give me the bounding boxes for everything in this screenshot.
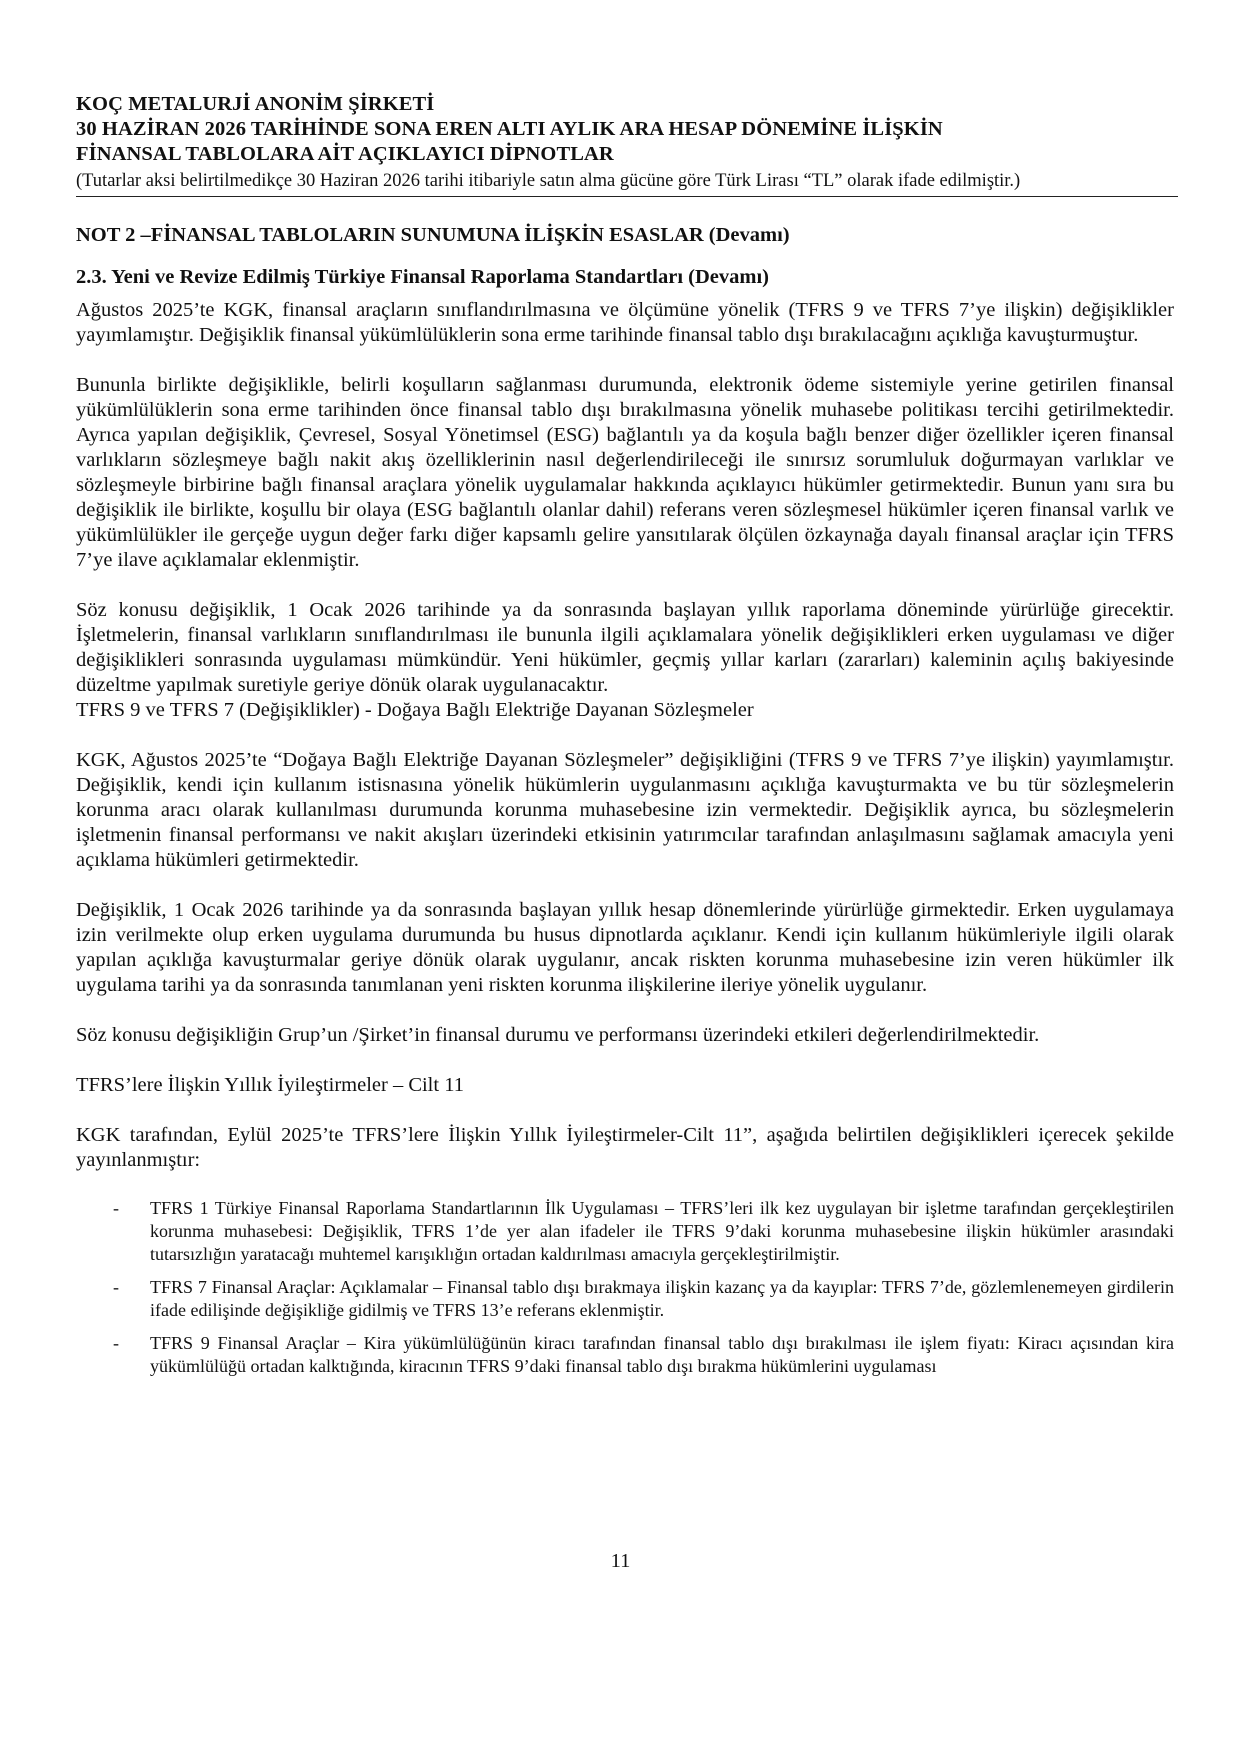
list-item-text: TFRS 9 Finansal Araçlar – Kira yükümlülüğünün kiracı tarafından finansal tablo dışı bırakılması ile işlem fiyatı: Kiracı açısından kira yükümlülüğü ortadan kalktığında, kiracının TFRS 9’daki finansal tablo dışı bırakma hükümlerini uygulaması (150, 1333, 1174, 1376)
paragraph-1: Ağustos 2025’te KGK, finansal araçların sınıflandırılmasına ve ölçümüne yönelik (TFRS 9 ve TFRS 7’ye ilişkin) değişiklikler yayımlamıştır. Değişiklik finansal yükümlülüklerin sona erme tarihinde finansal tablo dışı bırakılacağını açıklığa kavuşturmuştur. (76, 299, 1174, 346)
paragraph-3: Söz konusu değişiklik, 1 Ocak 2026 tarihinde ya da sonrasında başlayan yıllık raporlama döneminde yürürlüğe girecektir. İşletmelerin, finansal varlıkların sınıflandırılması ile bununla ilgili açıklamalara yönelik değişiklikleri erken uygulaması ve diğer değişiklikleri sonrasında uygulaması mümkündür. Yeni hükümler, geçmiş yıllar karları (zararları) kaleminin açılış bakiyesinde düzeltme yapılmak suretiyle geriye dönük olarak uygulanacaktır. (76, 599, 1174, 696)
header-rule (76, 196, 1178, 197)
paragraph-2: Bununla birlikte değişiklikle, belirli koşulların sağlanması durumunda, elektronik ödeme sistemiyle yerine getirilen finansal yükümlülüklerin sona erme tarihinden önce finansal tablo dışı bırakılmasına yönelik muhasebe politikası tercihi getirilmektedir. Ayrıca yapılan değişiklik, Çevresel, Sosyal Yönetimsel (ESG) bağlantılı ya da koşula bağlı benzer diğer özellikler içeren finansal varlıkların sözleşmeye bağlı nakit akış özelliklerinin nasıl değerlendirileceği ile sınırsız sorumluluk doğurmayan varlıklar ve sözleşmeyle birbirine bağlı finansal araçlara yönelik uygulamalar hakkında açıklayıcı hükümler getirmektedir. Bunun yanı sıra bu değişiklik ile birlikte, koşullu bir olaya (ESG bağlantılı olanlar dahil) referans veren sözleşmesel hükümler içeren finansal varlık ve yükümlülükler ile gerçeğe uygun değer farkı diğer kapsamlı gelire yansıtılarak ölçülen özkaynağa dayalı finansal araçlar için TFRS 7’ye ilave açıklamalar eklenmiştir. (76, 374, 1174, 571)
list-dash: - (113, 1277, 119, 1297)
list-item-text: TFRS 7 Finansal Araçlar: Açıklamalar – Finansal tablo dışı bırakmaya ilişkin kazanç ya da kayıplar: TFRS 7’de, gözlemlenemeyen girdilerin ifade edilişinde değişikliğe gidilmiş ve TFRS 13’e referans eklenmiştir. (150, 1277, 1174, 1320)
company-name: KOÇ METALURJİ ANONİM ŞİRKETİ (76, 93, 435, 115)
section-title: 2.3. Yeni ve Revize Edilmiş Türkiye Finansal Raporlama Standartları (Devamı) (76, 266, 769, 288)
paragraph-6: Söz konusu değişikliğin Grup’un /Şirket’in finansal durumu ve performansı üzerindeki etkileri değerlendirilmektedir. (76, 1024, 1040, 1046)
note-title: NOT 2 –FİNANSAL TABLOLARIN SUNUMUNA İLİŞKİN ESASLAR (Devamı) (76, 224, 790, 246)
amendments-list (76, 1197, 1174, 1378)
list-item (76, 1332, 1174, 1378)
document-page (76, 92, 1174, 1388)
list-dash: - (113, 1333, 119, 1353)
subheading-annual-improvements: TFRS’lere İlişkin Yıllık İyileştirmeler – Cilt 11 (76, 1074, 464, 1096)
document-title: FİNANSAL TABLOLARA AİT AÇIKLAYICI DİPNOTLAR (76, 143, 614, 165)
report-period: 30 HAZİRAN 2026 TARİHİNDE SONA EREN ALTI AYLIK ARA HESAP DÖNEMİNE İLİŞKİN (76, 118, 943, 140)
list-item (76, 1276, 1174, 1322)
subheading-nature-dependent-electricity: TFRS 9 ve TFRS 7 (Değişiklikler) - Doğaya Bağlı Elektriğe Dayanan Sözleşmeler (76, 699, 754, 721)
currency-note: (Tutarlar aksi belirtilmedikçe 30 Haziran 2026 tarihi itibariyle satın alma gücüne göre Türk Lirası “TL” olarak ifade edilmiştir.) (76, 171, 1021, 191)
list-dash: - (113, 1198, 119, 1218)
page-number: 11 (610, 1550, 631, 1572)
list-item-text: TFRS 1 Türkiye Finansal Raporlama Standartlarının İlk Uygulaması – TFRS’leri ilk kez uygulayan bir işletme tarafından gerçekleştirilen korunma muhasebesi: Değişiklik, TFRS 1’de yer alan ifadeler ile TFRS 9’daki korunma muhasebesine ilişkin hükümler arasındaki tutarsızlığın yaratacağı muhtemel karışıklığın ortadan kaldırılması amacıyla gerçekleştirilmiştir. (150, 1198, 1174, 1264)
paragraph-8: KGK tarafından, Eylül 2025’te TFRS’lere İlişkin Yıllık İyileştirmeler-Cilt 11”, aşağıda belirtilen değişiklikleri içerecek şekilde yayınlanmıştır: (76, 1124, 1174, 1171)
paragraph-5: Değişiklik, 1 Ocak 2026 tarihinde ya da sonrasında başlayan yıllık hesap dönemlerinde yürürlüğe girmektedir. Erken uygulamaya izin verilmekte olup erken uygulama durumunda bu husus dipnotlarda açıklanır. Kendi için kullanım hükümleriyle ilgili olarak yapılan açıklığa kavuşturmalar geriye dönük olarak uygulanır, ancak riskten korunma muhasebesine izin veren hükümler ilk uygulama tarihi ya da sonrasında tanımlanan yeni riskten korunma ilişkilerine ileriye yönelik uygulanır. (76, 899, 1174, 996)
list-item (76, 1197, 1174, 1266)
paragraph-4: KGK, Ağustos 2025’te “Doğaya Bağlı Elektriğe Dayanan Sözleşmeler” değişikliğini (TFRS 9 ve TFRS 7’ye ilişkin) yayımlamıştır. Değişiklik, kendi için kullanım istisnasına yönelik hükümlerin uygulanmasını açıklığa kavuşturmakta ve bu tür sözleşmelerin korunma aracı olarak kullanılması durumunda korunma muhasebesine izin vermektedir. Değişiklik ayrıca, bu sözleşmelerin işletmenin finansal performansı ve nakit akışları üzerindeki etkisinin yatırımcılar tarafından anlaşılmasını sağlamak amacıyla yeni açıklama hükümleri getirmektedir. (76, 749, 1174, 871)
